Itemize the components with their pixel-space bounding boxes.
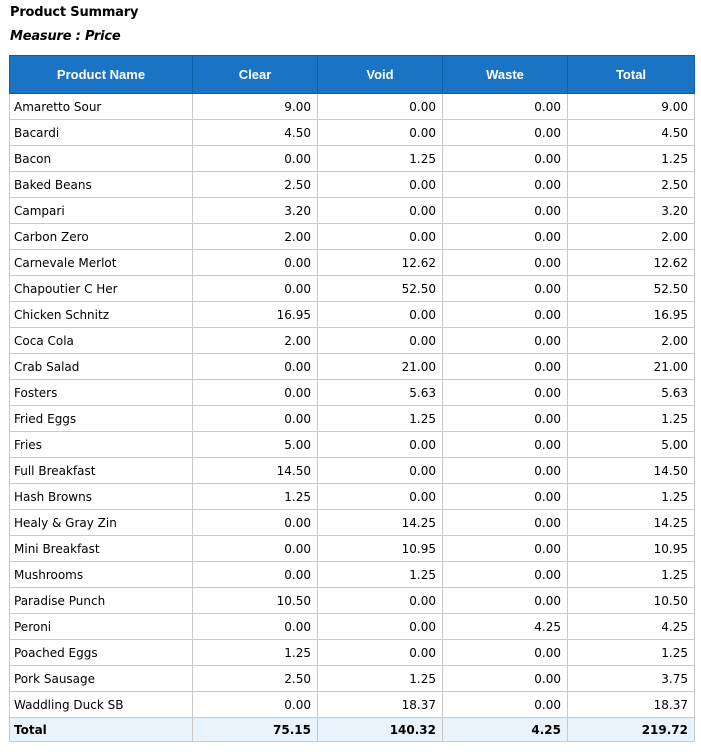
- product-name-cell: Amaretto Sour: [10, 94, 193, 120]
- table-row: [10, 562, 695, 588]
- waste-cell: 0.00: [443, 432, 568, 458]
- void-cell: 0.00: [318, 328, 443, 354]
- waste-cell: 0.00: [443, 302, 568, 328]
- product-name-cell: Bacardi: [10, 120, 193, 146]
- clear-cell: 14.50: [193, 458, 318, 484]
- clear-cell: 3.20: [193, 198, 318, 224]
- table-row: [10, 302, 695, 328]
- waste-cell: 0.00: [443, 406, 568, 432]
- table-row: [10, 380, 695, 406]
- waste-cell: 0.00: [443, 640, 568, 666]
- table-header: [10, 56, 695, 94]
- waste-cell: 0.00: [443, 666, 568, 692]
- clear-cell: 0.00: [193, 614, 318, 640]
- column-header-total: Total: [568, 56, 695, 94]
- waste-cell: 0.00: [443, 380, 568, 406]
- total-cell: 9.00: [568, 94, 695, 120]
- clear-cell: 1.25: [193, 640, 318, 666]
- product-name-cell: Healy & Gray Zin: [10, 510, 193, 536]
- waste-cell: 0.00: [443, 224, 568, 250]
- table-row: [10, 614, 695, 640]
- void-cell: 1.25: [318, 146, 443, 172]
- void-cell: 10.95: [318, 536, 443, 562]
- product-name-cell: Bacon: [10, 146, 193, 172]
- clear-cell: 0.00: [193, 250, 318, 276]
- product-name-cell: Paradise Punch: [10, 588, 193, 614]
- waste-cell: 0.00: [443, 562, 568, 588]
- table-row: [10, 484, 695, 510]
- waste-cell: 0.00: [443, 250, 568, 276]
- column-header-waste: Waste: [443, 56, 568, 94]
- table-row: [10, 458, 695, 484]
- table-row: [10, 510, 695, 536]
- void-cell: 0.00: [318, 614, 443, 640]
- waste-cell: 0.00: [443, 172, 568, 198]
- waste-cell: 0.00: [443, 146, 568, 172]
- void-cell: 1.25: [318, 562, 443, 588]
- table-row: [10, 406, 695, 432]
- table-row: [10, 146, 695, 172]
- product-name-cell: Campari: [10, 198, 193, 224]
- product-name-cell: Chicken Schnitz: [10, 302, 193, 328]
- total-cell: 1.25: [568, 146, 695, 172]
- total-total: 219.72: [568, 718, 695, 742]
- column-header-void: Void: [318, 56, 443, 94]
- total-cell: 18.37: [568, 692, 695, 718]
- void-cell: 0.00: [318, 224, 443, 250]
- void-cell: 0.00: [318, 198, 443, 224]
- total-waste: 4.25: [443, 718, 568, 742]
- header-row: [10, 56, 695, 94]
- product-name-cell: Crab Salad: [10, 354, 193, 380]
- total-clear: 75.15: [193, 718, 318, 742]
- product-name-cell: Fries: [10, 432, 193, 458]
- report-title: Product Summary: [10, 5, 139, 20]
- clear-cell: 2.00: [193, 224, 318, 250]
- waste-cell: 0.00: [443, 94, 568, 120]
- void-cell: 14.25: [318, 510, 443, 536]
- clear-cell: 0.00: [193, 276, 318, 302]
- clear-cell: 0.00: [193, 536, 318, 562]
- total-cell: 16.95: [568, 302, 695, 328]
- clear-cell: 0.00: [193, 380, 318, 406]
- product-name-cell: Mushrooms: [10, 562, 193, 588]
- product-name-cell: Chapoutier C Her: [10, 276, 193, 302]
- total-cell: 3.75: [568, 666, 695, 692]
- total-cell: 1.25: [568, 406, 695, 432]
- waste-cell: 0.00: [443, 484, 568, 510]
- void-cell: 5.63: [318, 380, 443, 406]
- table-row: [10, 276, 695, 302]
- total-cell: 12.62: [568, 250, 695, 276]
- table-row: [10, 588, 695, 614]
- clear-cell: 5.00: [193, 432, 318, 458]
- total-row: [10, 718, 695, 742]
- void-cell: 0.00: [318, 94, 443, 120]
- product-summary-table: [9, 55, 695, 742]
- waste-cell: 0.00: [443, 354, 568, 380]
- clear-cell: 0.00: [193, 562, 318, 588]
- product-name-cell: Hash Browns: [10, 484, 193, 510]
- product-name-cell: Pork Sausage: [10, 666, 193, 692]
- waste-cell: 0.00: [443, 692, 568, 718]
- waste-cell: 4.25: [443, 614, 568, 640]
- total-cell: 2.00: [568, 224, 695, 250]
- total-cell: 1.25: [568, 640, 695, 666]
- void-cell: 0.00: [318, 484, 443, 510]
- void-cell: 0.00: [318, 640, 443, 666]
- table-row: [10, 120, 695, 146]
- table-row: [10, 354, 695, 380]
- total-cell: 3.20: [568, 198, 695, 224]
- table-row: [10, 172, 695, 198]
- waste-cell: 0.00: [443, 458, 568, 484]
- void-cell: 52.50: [318, 276, 443, 302]
- void-cell: 12.62: [318, 250, 443, 276]
- product-name-cell: Peroni: [10, 614, 193, 640]
- clear-cell: 0.00: [193, 510, 318, 536]
- total-cell: 10.95: [568, 536, 695, 562]
- clear-cell: 0.00: [193, 406, 318, 432]
- table-row: [10, 666, 695, 692]
- void-cell: 0.00: [318, 120, 443, 146]
- product-name-cell: Baked Beans: [10, 172, 193, 198]
- clear-cell: 4.50: [193, 120, 318, 146]
- waste-cell: 0.00: [443, 120, 568, 146]
- total-cell: 52.50: [568, 276, 695, 302]
- total-cell: 4.25: [568, 614, 695, 640]
- clear-cell: 9.00: [193, 94, 318, 120]
- total-label: Total: [10, 718, 193, 742]
- waste-cell: 0.00: [443, 328, 568, 354]
- product-name-cell: Fosters: [10, 380, 193, 406]
- void-cell: 0.00: [318, 172, 443, 198]
- table-row: [10, 640, 695, 666]
- product-name-cell: Carbon Zero: [10, 224, 193, 250]
- clear-cell: 0.00: [193, 692, 318, 718]
- table-row: [10, 432, 695, 458]
- clear-cell: 0.00: [193, 146, 318, 172]
- total-cell: 1.25: [568, 562, 695, 588]
- clear-cell: 2.50: [193, 172, 318, 198]
- waste-cell: 0.00: [443, 198, 568, 224]
- table-footer: [10, 718, 695, 742]
- product-name-cell: Poached Eggs: [10, 640, 193, 666]
- waste-cell: 0.00: [443, 588, 568, 614]
- void-cell: 0.00: [318, 588, 443, 614]
- total-cell: 14.25: [568, 510, 695, 536]
- report-subtitle: Measure : Price: [10, 29, 121, 44]
- total-cell: 21.00: [568, 354, 695, 380]
- table-row: [10, 224, 695, 250]
- total-cell: 5.00: [568, 432, 695, 458]
- total-cell: 2.00: [568, 328, 695, 354]
- void-cell: 0.00: [318, 432, 443, 458]
- total-cell: 4.50: [568, 120, 695, 146]
- product-name-cell: Full Breakfast: [10, 458, 193, 484]
- void-cell: 1.25: [318, 406, 443, 432]
- total-cell: 5.63: [568, 380, 695, 406]
- clear-cell: 16.95: [193, 302, 318, 328]
- void-cell: 1.25: [318, 666, 443, 692]
- clear-cell: 2.50: [193, 666, 318, 692]
- clear-cell: 1.25: [193, 484, 318, 510]
- column-header-product-name: Product Name: [10, 56, 193, 94]
- product-name-cell: Waddling Duck SB: [10, 692, 193, 718]
- product-name-cell: Fried Eggs: [10, 406, 193, 432]
- total-cell: 14.50: [568, 458, 695, 484]
- clear-cell: 10.50: [193, 588, 318, 614]
- table-row: [10, 250, 695, 276]
- void-cell: 21.00: [318, 354, 443, 380]
- table-row: [10, 328, 695, 354]
- table-row: [10, 692, 695, 718]
- total-cell: 1.25: [568, 484, 695, 510]
- clear-cell: 0.00: [193, 354, 318, 380]
- product-name-cell: Carnevale Merlot: [10, 250, 193, 276]
- void-cell: 0.00: [318, 302, 443, 328]
- void-cell: 18.37: [318, 692, 443, 718]
- table-row: [10, 536, 695, 562]
- waste-cell: 0.00: [443, 536, 568, 562]
- total-void: 140.32: [318, 718, 443, 742]
- column-header-clear: Clear: [193, 56, 318, 94]
- table-body: [10, 94, 695, 718]
- void-cell: 0.00: [318, 458, 443, 484]
- waste-cell: 0.00: [443, 510, 568, 536]
- waste-cell: 0.00: [443, 276, 568, 302]
- clear-cell: 2.00: [193, 328, 318, 354]
- table-row: [10, 198, 695, 224]
- total-cell: 2.50: [568, 172, 695, 198]
- table-row: [10, 94, 695, 120]
- product-name-cell: Mini Breakfast: [10, 536, 193, 562]
- total-cell: 10.50: [568, 588, 695, 614]
- product-name-cell: Coca Cola: [10, 328, 193, 354]
